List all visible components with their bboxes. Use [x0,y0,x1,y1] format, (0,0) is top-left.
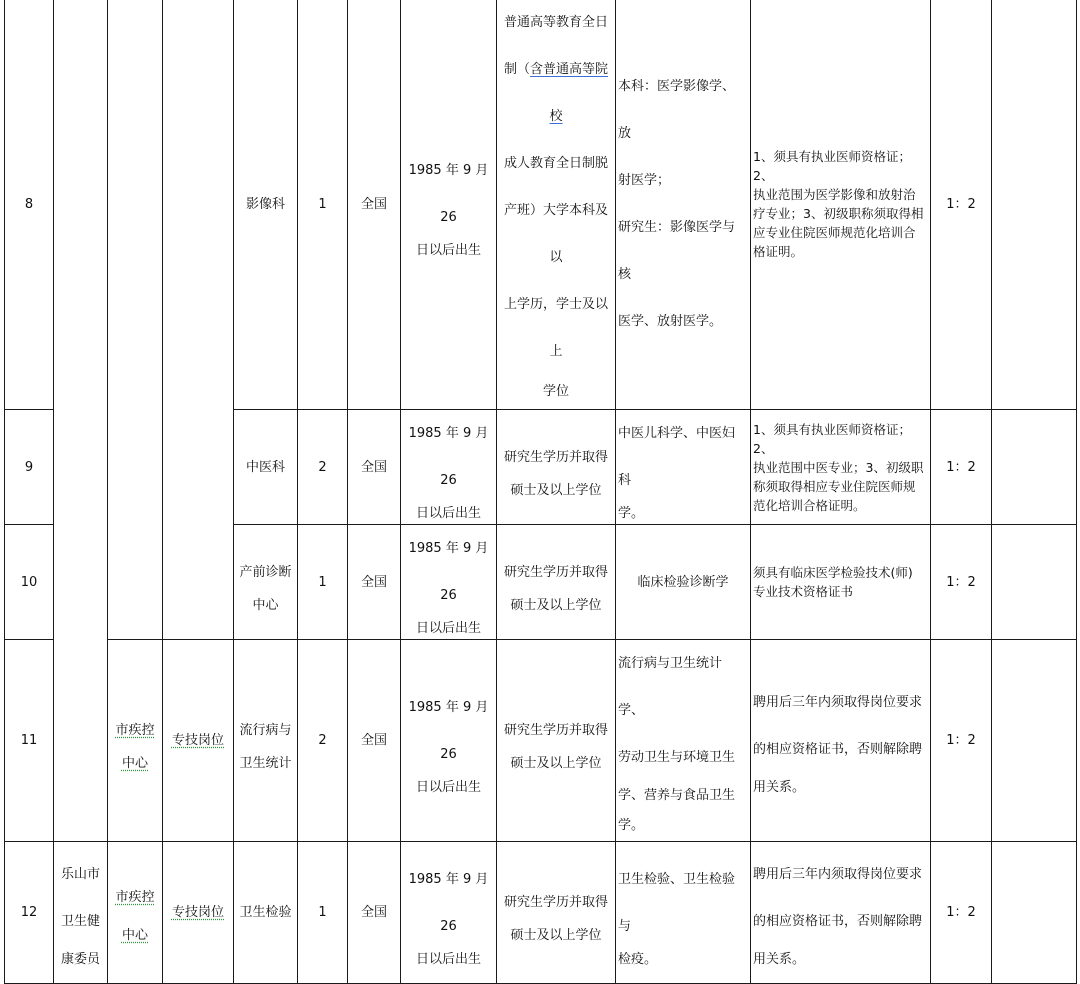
post-count: 1 [298,0,348,410]
requirement-line: 聘用后三年内须取得岗位要求 [753,866,923,882]
education-line: 硕士及以上学位 [510,482,602,498]
recruitment-table [4,0,1077,984]
education-line: 成人教育全日制脱 [503,156,608,171]
education-line: 学位 [542,384,569,399]
other-requirement [751,842,931,984]
row-number: 8 [5,0,54,410]
major-requirement [616,410,751,525]
exam-ratio: 1：2 [931,640,992,842]
age-requirement [401,640,497,842]
education-line: 研究生学历并取得 [503,723,608,738]
age-requirement [401,410,497,525]
requirement-line: 疗专业；3、初级职称须取得相 [753,206,924,221]
unit-cell [108,842,163,984]
education-line: 研究生学历并取得 [503,564,608,580]
employer-cell [54,410,108,525]
major-line: 学。 [618,506,645,521]
major-requirement [616,640,751,842]
requirement-line: 应专业住院医师规范化培训合 [753,225,916,240]
unit-cell [108,640,163,842]
requirement-line: 专业技术资格证书 [753,584,854,599]
major-requirement [616,842,751,984]
exam-ratio: 1：2 [931,410,992,525]
age-requirement [401,0,497,410]
education-line: 研究生学历并取得 [503,449,608,465]
requirement-line: 用关系。 [753,779,806,795]
major-line: 流行病与卫生统计学、 [618,656,723,718]
requirement-line: 执业范围为医学影像和放射治 [753,187,916,202]
education-line: 制（含普通高等院校 [503,62,609,124]
major-line: 医学、放射医学。 [618,314,723,329]
employer-cell [54,0,108,410]
age-line: 1985 年 9 月 26 [408,871,489,934]
post-name: 卫生检验 [234,842,298,984]
exam-ratio: 1：2 [931,842,992,984]
post-type-cell [163,640,234,842]
post-name [234,640,298,842]
exam-ratio: 1：2 [931,525,992,640]
employer-cell [54,525,108,640]
recruit-scope: 全国 [348,410,401,525]
education-line: 普通高等教育全日 [503,15,608,30]
unit-cell [108,525,163,640]
post-type-cell [163,842,234,984]
employer-line: 卫生健 [60,913,100,929]
row-number: 11 [5,640,54,842]
row-number: 10 [5,525,54,640]
post-name [234,525,298,640]
education-requirement [497,525,616,640]
age-line: 日以后出生 [415,779,481,795]
table-row [5,525,1077,640]
other-requirement [751,0,931,410]
requirement-line: 范化培训合格证明。 [753,497,866,513]
employer-cell [54,842,108,984]
major-line: 检疫。 [618,951,658,967]
age-line: 1985 年 9 月 26 [408,426,489,488]
post-type-label: 专技岗位 [171,905,224,920]
age-line: 1985 年 9 月 26 [408,163,489,225]
age-line: 日以后出生 [415,243,481,258]
post-line: 卫生统计 [239,756,292,771]
recruit-scope: 全国 [348,640,401,842]
post-count: 1 [298,525,348,640]
requirement-line: 执业范围中医专业；3、初级职 [753,459,924,475]
post-line: 流行病与 [239,723,292,738]
unit-line: 市疾控 [115,723,155,738]
major-requirement: 临床检验诊断学 [616,525,751,640]
education-requirement [497,842,616,984]
requirement-line: 称须取得相应专业住院医师规 [753,478,916,494]
post-type-cell [163,0,234,410]
major-requirement [616,0,751,410]
education-line: 研究生学历并取得 [503,895,608,910]
major-line: 劳动卫生与环境卫生 [618,750,736,765]
requirement-line: 须具有临床医学检验技术(师) [753,565,913,580]
employer-cell [54,640,108,842]
age-line: 日以后出生 [415,506,481,521]
post-name: 影像科 [234,0,298,410]
education-requirement [497,640,616,842]
requirement-line: 的相应资格证书，否则解除聘 [753,913,923,929]
requirement-line: 聘用后三年内须取得岗位要求 [753,694,923,710]
education-line: 上学历，学士及以上 [503,297,608,359]
recruit-scope: 全国 [348,525,401,640]
recruit-scope: 全国 [348,842,401,984]
requirement-line: 的相应资格证书，否则解除聘 [753,741,923,757]
table-row [5,842,1077,984]
table-row [5,410,1077,525]
note-cell [992,410,1077,525]
education-line: 硕士及以上学位 [510,756,602,771]
requirement-line: 用关系。 [753,951,806,967]
post-type-cell [163,525,234,640]
note-cell [992,640,1077,842]
note-cell [992,525,1077,640]
age-line: 日以后出生 [415,621,481,636]
table-row [5,0,1077,410]
post-type-cell [163,410,234,525]
education-line: 硕士及以上学位 [510,928,602,943]
other-requirement [751,640,931,842]
post-name: 中医科 [234,410,298,525]
employer-line: 乐山市 [60,866,100,882]
employer-line: 康委员 [60,951,100,967]
post-line: 中心 [252,597,279,613]
education-requirement [497,0,616,410]
unit-line: 中心 [121,756,148,771]
major-line: 本科：医学影像学、放 [618,79,736,141]
post-line: 产前诊断 [239,564,292,580]
education-line: 硕士及以上学位 [510,597,602,613]
education-line: 产班）大学本科及以 [503,203,608,265]
other-requirement [751,410,931,525]
age-requirement [401,525,497,640]
note-cell [992,0,1077,410]
post-type-label: 专技岗位 [171,733,224,748]
age-line: 1985 年 9 月 26 [408,541,489,603]
unit-line: 市疾控 [115,890,155,905]
recruit-scope: 全国 [348,0,401,410]
age-line: 日以后出生 [415,951,481,967]
post-count: 2 [298,410,348,525]
requirement-line: 1、须具有执业医师资格证；2、 [753,149,911,183]
age-requirement [401,842,497,984]
row-number: 9 [5,410,54,525]
post-count: 2 [298,640,348,842]
post-count: 1 [298,842,348,984]
major-line: 学、营养与食品卫生学。 [618,788,736,833]
other-requirement [751,525,931,640]
age-line: 1985 年 9 月 26 [408,699,489,762]
note-cell [992,842,1077,984]
major-line: 研究生：影像医学与核 [618,220,736,282]
unit-cell [108,0,163,410]
table-row [5,640,1077,842]
requirement-line: 格证明。 [753,244,804,259]
major-line: 射医学； [618,173,671,188]
education-requirement [497,410,616,525]
row-number: 12 [5,842,54,984]
unit-line: 中心 [121,928,148,943]
major-line: 卫生检验、卫生检验与 [618,871,736,934]
requirement-line: 1、须具有执业医师资格证；2、 [753,421,911,456]
unit-cell [108,410,163,525]
education-underlined: 含普通高等院校 [530,62,609,124]
exam-ratio: 1：2 [931,0,992,410]
major-line: 中医儿科学、中医妇科 [618,426,736,488]
